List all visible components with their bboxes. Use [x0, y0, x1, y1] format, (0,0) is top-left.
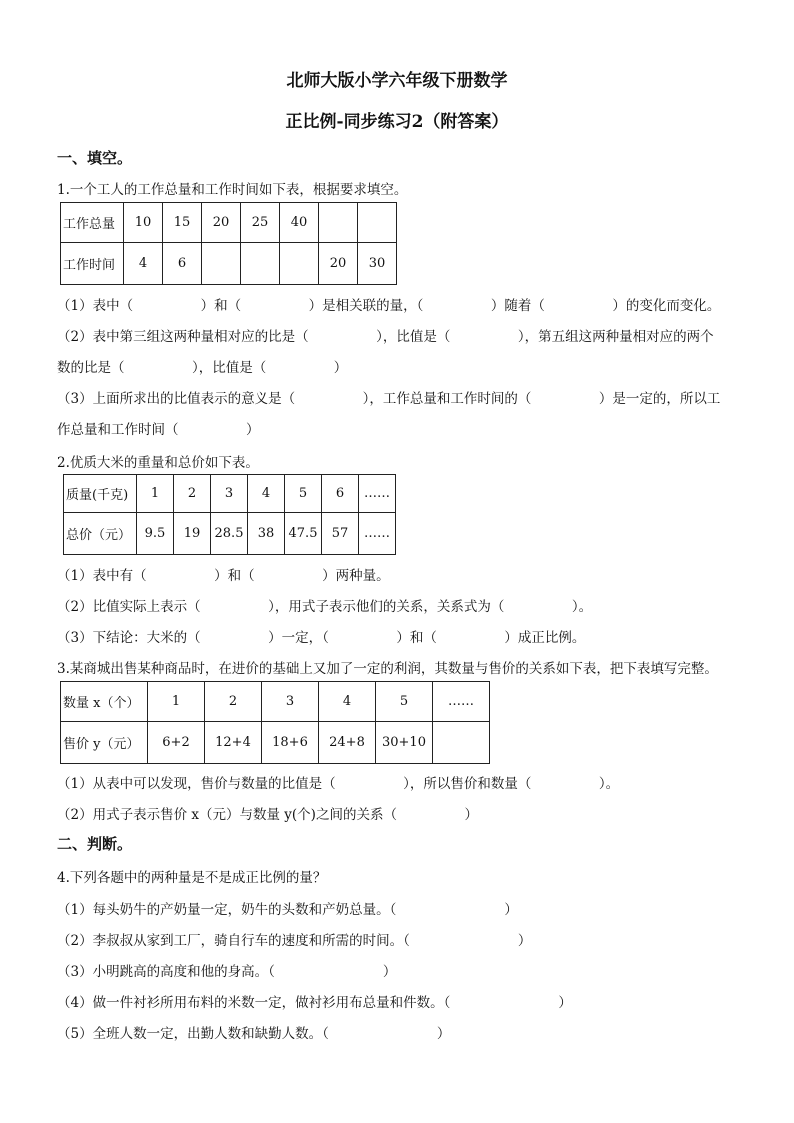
table-cell: 19: [174, 513, 211, 555]
table-cell: 3: [262, 682, 319, 722]
table-cell: 9.5: [137, 513, 174, 555]
table-cell: 24+8: [319, 722, 376, 764]
question-2-line: （2）比值实际上表示（ ），用式子表示他们的关系，关系式为（ ）。: [57, 599, 593, 615]
section-heading-true-false: 二、判断。: [57, 835, 133, 853]
table-row: [61, 203, 397, 243]
question-3-line: （2）用式子表示售价 x（元）与数量 y(个)之间的关系（ ）: [57, 807, 478, 823]
table-cell: 3: [211, 475, 248, 513]
table-cell: 47.5: [285, 513, 322, 555]
table-cell: 2: [205, 682, 262, 722]
question-1-line: （3）上面所求出的比值表示的意义是（ ），工作总量和工作时间的（ ）是一定的，所以工: [57, 391, 721, 407]
table-cell: 20: [319, 243, 358, 285]
page-subtitle: 正比例-同步练习2（附答案）: [285, 112, 509, 132]
table-cell: 1: [148, 682, 205, 722]
question-3-line: （1）从表中可以发现，售价与数量的比值是（ ），所以售价和数量（ ）。: [57, 776, 620, 792]
section-heading-fill-blank: 一、填空。: [57, 149, 133, 167]
table-cell: 18+6: [262, 722, 319, 764]
table-cell: 6+2: [148, 722, 205, 764]
table-cell: 1: [137, 475, 174, 513]
question-1-line: （1）表中（ ）和（ ）是相关联的量，（ ）随着（ ）的变化而变化。: [57, 298, 721, 314]
table-cell: 工作时间: [61, 243, 124, 285]
table-cell: 数量 x（个）: [61, 682, 148, 722]
question-2-stem: 2.优质大米的重量和总价如下表。: [57, 455, 259, 471]
table-cell: 质量(千克): [64, 475, 137, 513]
question-4-line: （5）全班人数一定，出勤人数和缺勤人数。（ ）: [57, 1026, 451, 1042]
table-cell: 工作总量: [61, 203, 124, 243]
table-cell: 4: [319, 682, 376, 722]
question-1-stem: 1.一个工人的工作总量和工作时间如下表，根据要求填空。: [57, 182, 408, 198]
table-cell: 6: [322, 475, 359, 513]
table-cell: 15: [163, 203, 202, 243]
table-row: [64, 513, 396, 555]
question-2-line: （3）下结论：大米的（ ）一定，（ ）和（ ）成正比例。: [57, 630, 586, 646]
table-cell: ……: [359, 475, 396, 513]
table-cell: 30: [358, 243, 397, 285]
table-cell: 售价 y（元）: [61, 722, 148, 764]
table-cell: 20: [202, 203, 241, 243]
question-3-stem: 3.某商城出售某种商品时，在进价的基础上又加了一定的利润，其数量与售价的关系如下表，把下表填写完整。: [57, 661, 718, 677]
table-cell: 25: [241, 203, 280, 243]
table-row: [61, 682, 490, 722]
page-title: 北师大版小学六年级下册数学: [286, 71, 508, 91]
question-4-stem: 4.下列各题中的两种量是不是成正比例的量？: [57, 870, 327, 886]
table-cell: 57: [322, 513, 359, 555]
table-cell: 5: [376, 682, 433, 722]
table-cell: 40: [280, 203, 319, 243]
table-row: [61, 722, 490, 764]
table-cell: 30+10: [376, 722, 433, 764]
table-cell: 4: [124, 243, 163, 285]
table-cell: 5: [285, 475, 322, 513]
table-cell: [433, 722, 490, 764]
table-cell: [358, 203, 397, 243]
table-row: [64, 475, 396, 513]
question-2-table: [63, 474, 396, 555]
table-cell: 4: [248, 475, 285, 513]
question-4-line: （2）李叔叔从家到工厂，骑自行车的速度和所需的时间。（ ）: [57, 933, 532, 949]
table-cell: 38: [248, 513, 285, 555]
question-1-line: 数的比是（ ），比值是（ ）: [57, 360, 348, 376]
table-cell: 28.5: [211, 513, 248, 555]
table-cell: 2: [174, 475, 211, 513]
question-1-line: （2）表中第三组这两种量相对应的比是（ ），比值是（ ），第五组这两种量相对应的两个: [57, 329, 714, 345]
table-cell: 6: [163, 243, 202, 285]
question-1-table: [60, 202, 397, 285]
table-cell: [280, 243, 319, 285]
question-4-line: （4）做一件衬衫所用布料的米数一定，做衬衫用布总量和件数。（ ）: [57, 995, 572, 1011]
table-cell: ……: [433, 682, 490, 722]
table-row: [61, 243, 397, 285]
table-cell: 12+4: [205, 722, 262, 764]
table-cell: [319, 203, 358, 243]
table-cell: ……: [359, 513, 396, 555]
table-cell: [202, 243, 241, 285]
question-2-line: （1）表中有（ ）和（ ）两种量。: [57, 568, 390, 584]
table-cell: 10: [124, 203, 163, 243]
table-cell: [241, 243, 280, 285]
table-cell: 总价（元）: [64, 513, 137, 555]
question-3-table: [60, 681, 490, 764]
question-1-line: 作总量和工作时间（ ）: [57, 422, 260, 438]
question-4-line: （1）每头奶牛的产奶量一定，奶牛的头数和产奶总量。（ ）: [57, 902, 518, 918]
question-4-line: （3）小明跳高的高度和他的身高。（ ）: [57, 964, 397, 980]
